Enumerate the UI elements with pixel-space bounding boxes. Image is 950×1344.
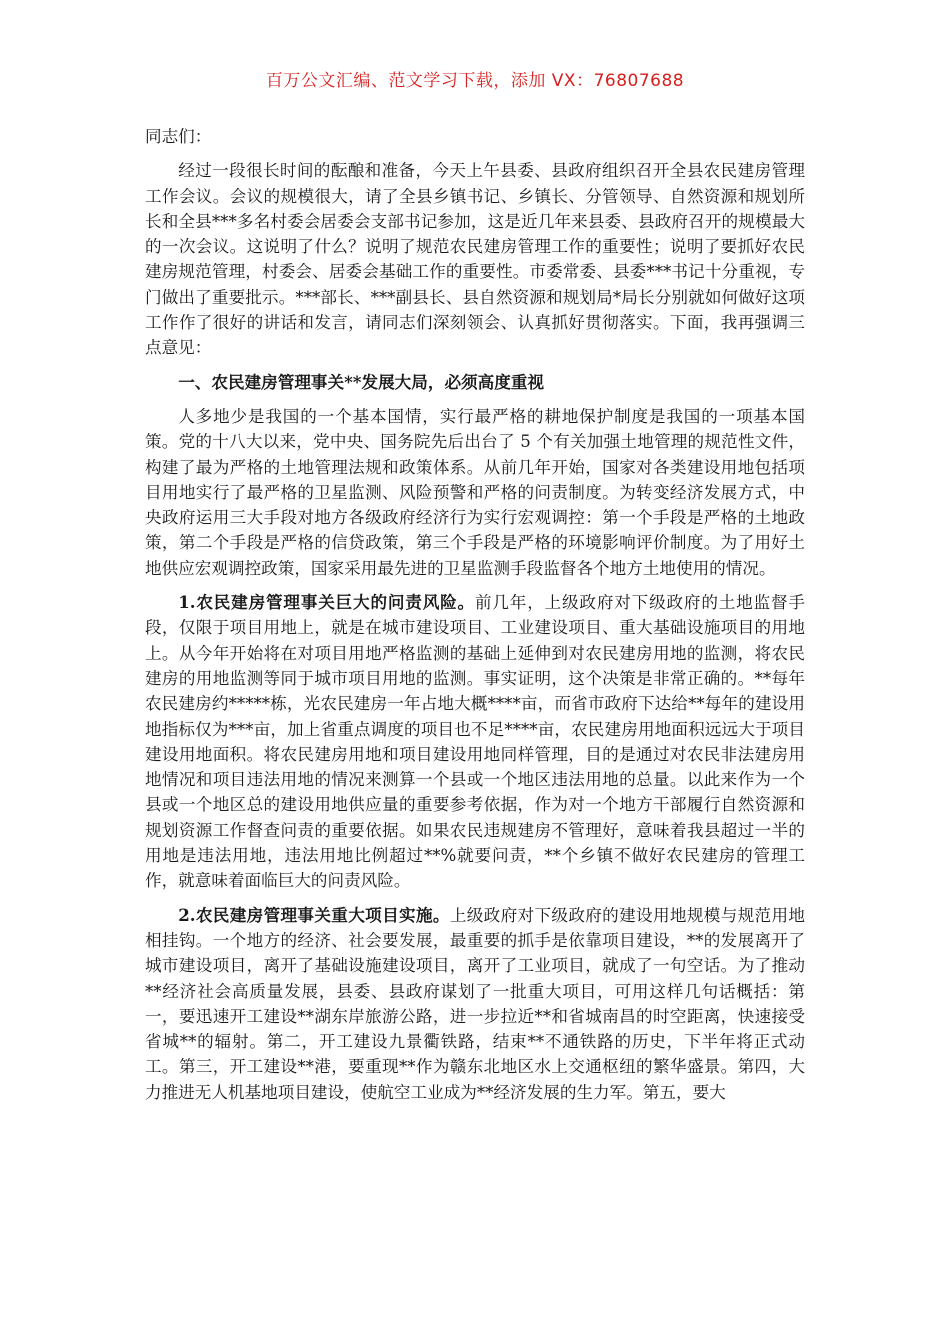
point-lead-1: 1.农民建房管理事关巨大的问责风险。: [178, 592, 475, 613]
point-lead-2: 2.农民建房管理事关重大项目实施。: [178, 904, 450, 925]
point-text-1: 前几年，上级政府对下级政府的土地监督手段，仅限于项目用地上，就是在城市建设项目、工业建设项目、重大基础设施项目的用地上。从今年开始将在对项目用地严格监测的基础上延伸到对农民建房用地的监测，将农民建房的用地监测等同于城市项目用地的监测。事实证明，这个决策是非常正确的。**每年农民建房约*****栋，光农民建房一年占地大概****亩，而省市政府下达给**每年的建设用地指标仅为***亩，加上省重点调度的项目也不足****亩，农民建房用地面积远远大于项目建设用地面积。将农民建房用地和项目建设用地同样管理，目的是通过对农民非法建房用地情况和项目违法用地的情况来测算一个县或一个地区违法用地的总量。以此来作为一个县或一个地区总的建设用地供应量的重要参考依据，作为对一个地方干部履行自然资源和规划资源工作督查问责的重要依据。如果农民违规建房不管理好，意味着我县超过一半的用地是违法用地，违法用地比例超过**%就要问责，**个乡镇不做好农民建房的管理工作，就意味着面临巨大的问责风险。: [145, 593, 805, 891]
point-paragraph-2: [145, 903, 805, 1105]
salutation: 同志们：: [145, 127, 212, 146]
section-heading: 一、农民建房管理事关**发展大局，必须高度重视: [178, 371, 545, 392]
header-banner: 百万公文汇编、范文学习下载，添加 VX：76807688: [265, 71, 685, 91]
section-paragraph: 人多地少是我国的一个基本国情，实行最严格的耕地保护制度是我国的一项基本国策。党的十八大以来，党中央、国务院先后出台了 5 个有关加强土地管理的规范性文件，构建了最为严格的土地管理法规和政策体系。从前几年开始，国家对各类建设用地包括项目用地实行了最严格的卫星监测、风险预警和严格的问责制度。为转变经济发展方式，中央政府运用三大手段对地方各级政府经济行为实行宏观调控：第一个手段是严格的土地政策，第二个手段是严格的信贷政策，第三个手段是严格的环境影响评价制度。为了用好土地供应宏观调控政策，国家采用最先进的卫星监测手段监督各个地方土地使用的情况。: [145, 406, 805, 578]
point-paragraph-1: [145, 590, 805, 894]
intro-paragraph: 经过一段很长时间的酝酿和准备，今天上午县委、县政府组织召开全县农民建房管理工作会议。会议的规模很大，请了全县乡镇书记、乡镇长、分管领导、自然资源和规划所长和全县***多名村委会居委会支部书记参加，这是近几年来县委、县政府召开的规模最大的一次会议。这说明了什么？说明了规范农民建房管理工作的重要性；说明了要抓好农民建房规范管理，村委会、居委会基础工作的重要性。市委常委、县委***书记十分重视，专门做出了重要批示。***部长、***副县长、县自然资源和规划局*局长分别就如何做好这项工作作了很好的讲话和发言，请同志们深刻领会、认真抓好贯彻落实。下面，我再强调三点意见：: [145, 161, 805, 358]
document-body: [145, 124, 805, 1105]
point-text-2: 上级政府对下级政府的建设用地规模与规范用地相挂钩。一个地方的经济、社会要发展，最重要的抓手是依靠项目建设，**的发展离开了城市建设项目，离开了基础设施建设项目，离开了工业项目，就成了一句空话。为了推动**经济社会高质量发展，县委、县政府谋划了一批重大项目，可用这样几句话概括：第一，要迅速开工建设**湖东岸旅游公路，进一步拉近**和省城南昌的时空距离，快速接受省城**的辐射。第二，开工建设九景衢铁路，结束**不通铁路的历史，下半年将正式动工。第三，开工建设**港，要重现**作为赣东北地区水上交通枢纽的繁华盛景。第四，大力推进无人机基地项目建设，使航空工业成为**经济发展的生力军。第五，要大: [145, 905, 806, 1102]
